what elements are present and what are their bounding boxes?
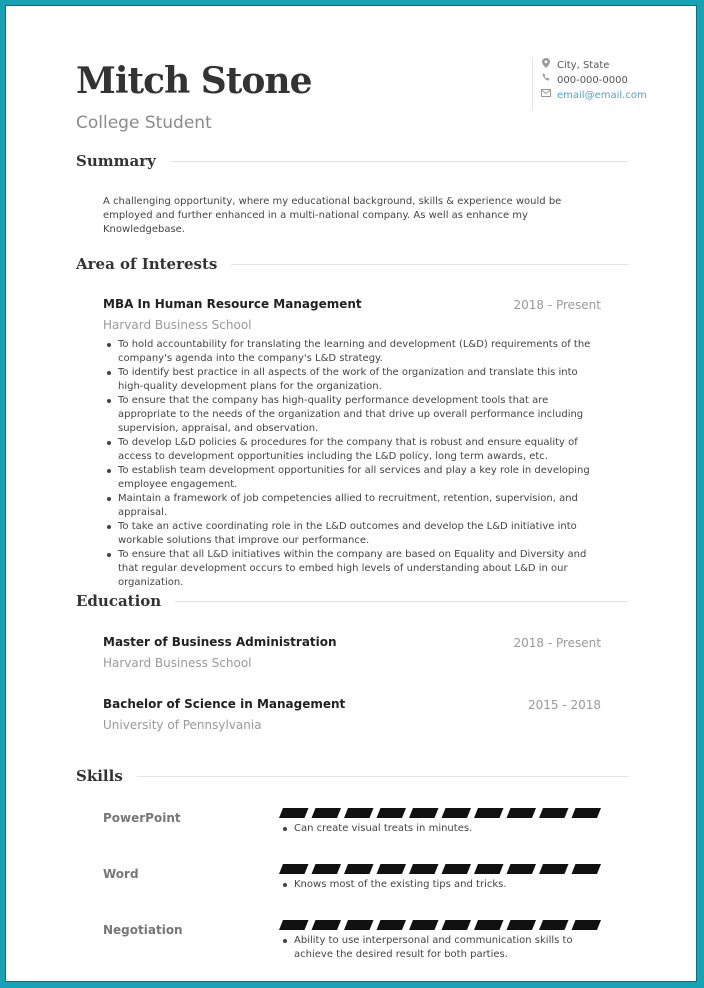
education-entry-title: Bachelor of Science in Management — [103, 697, 346, 711]
section-divider — [175, 601, 629, 602]
list-item: To establish team development opportunities for all services and play a key role in developing employee engagement. — [103, 464, 603, 492]
contact-block — [532, 58, 647, 110]
interests-section-header — [76, 255, 629, 273]
skill-bar-segment — [312, 808, 342, 818]
skill-name: Word — [103, 867, 139, 881]
candidate-name: Mitch Stone — [76, 60, 312, 102]
phone-icon — [541, 73, 551, 88]
location-text: City, State — [557, 60, 610, 71]
education-entry-org: Harvard Business School — [103, 656, 252, 670]
interest-entry-org: Harvard Business School — [103, 318, 252, 332]
skill-bar-segment — [442, 864, 472, 874]
list-item: Maintain a framework of job competencies allied to recruitment, retention, supervision, and appraisal. — [103, 492, 603, 520]
education-section-header — [76, 592, 629, 610]
skill-bar-segment — [312, 920, 342, 930]
map-pin-icon — [541, 58, 551, 74]
resume-page — [5, 5, 697, 982]
list-item: To identify best practice in all aspects of the work of the organization and translate this into high-quality development plans for the organization. — [103, 366, 603, 394]
skill-name: Negotiation — [103, 923, 183, 937]
skill-level-bar — [279, 808, 601, 818]
skill-bar-segment — [409, 920, 439, 930]
skill-bar-segment — [279, 864, 309, 874]
interest-entry-date: 2018 - Present — [513, 298, 601, 312]
skill-bar-segment — [572, 864, 602, 874]
envelope-icon — [541, 88, 551, 103]
skill-bar-segment — [279, 808, 309, 818]
education-entry-org: University of Pennsylvania — [103, 718, 262, 732]
list-item: To hold accountability for translating the learning and development (L&D) requirements of the company's agenda into the company's L&D strategy. — [103, 338, 603, 366]
section-divider — [137, 776, 629, 777]
list-item: To ensure that all L&D initiatives within the company are based on Equality and Diversity and that regular development occurs to embed high levels of understanding about L&D in our organization. — [103, 548, 603, 590]
summary-section-header — [76, 152, 629, 170]
skill-bar-segment — [344, 864, 374, 874]
phone-text: 000-000-0000 — [557, 75, 628, 86]
interest-bullets — [103, 338, 603, 590]
interest-entry-title: MBA In Human Resource Management — [103, 297, 362, 311]
skill-bar-segment — [539, 808, 569, 818]
skill-bar-segment — [474, 864, 504, 874]
skill-bar-segment — [507, 864, 537, 874]
skill-bar-segment — [279, 920, 309, 930]
skill-bar-segment — [344, 808, 374, 818]
skill-description — [279, 878, 609, 892]
candidate-title: College Student — [76, 113, 212, 133]
summary-heading: Summary — [76, 152, 156, 170]
skill-bar-segment — [409, 808, 439, 818]
skill-bar-segment — [409, 864, 439, 874]
skill-bar-segment — [377, 808, 407, 818]
summary-text: A challenging opportunity, where my educational background, skills & experience would be employed and further enhanced in a multi-national company. As well as enhance my Knowledgebase. — [103, 196, 562, 235]
section-divider — [170, 161, 629, 162]
skill-bar-segment — [507, 920, 537, 930]
contact-location — [541, 58, 647, 73]
skill-bar-segment — [344, 920, 374, 930]
list-item: To develop L&D policies & procedures for the company that is robust and ensure equality of access to development opportunities including the L&D policy, long term awards, etc. — [103, 436, 603, 464]
skill-description — [279, 822, 609, 836]
education-entry-date: 2015 - 2018 — [527, 698, 601, 712]
skill-bar-segment — [539, 864, 569, 874]
list-item: Knows most of the existing tips and tricks. — [279, 878, 609, 892]
skill-bar-segment — [539, 920, 569, 930]
education-entry-title: Master of Business Administration — [103, 635, 337, 649]
list-item: Ability to use interpersonal and communication skills to achieve the desired result for both parties. — [279, 934, 609, 962]
list-item: To ensure that the company has high-quality performance development tools that are appropriate to the needs of the organization and that drive up overall performance including supervision, appraisal, and observation. — [103, 394, 603, 436]
skill-bar-segment — [377, 920, 407, 930]
skills-section-header — [76, 767, 629, 785]
skills-heading: Skills — [76, 767, 123, 785]
education-heading: Education — [76, 592, 162, 610]
contact-email[interactable] — [541, 88, 647, 103]
list-item: Can create visual treats in minutes. — [279, 822, 609, 836]
skill-bar-segment — [474, 808, 504, 818]
skill-bar-segment — [474, 920, 504, 930]
education-entry-date: 2018 - Present — [513, 636, 601, 650]
skill-level-bar — [279, 864, 601, 874]
skill-bar-segment — [377, 864, 407, 874]
skill-bar-segment — [312, 864, 342, 874]
skill-name: PowerPoint — [103, 811, 181, 825]
section-divider — [231, 264, 629, 265]
contact-phone — [541, 73, 647, 88]
skill-bar-segment — [507, 808, 537, 818]
list-item: To take an active coordinating role in the L&D outcomes and develop the L&D initiative into workable solutions that improve our performance. — [103, 520, 603, 548]
skill-description — [279, 934, 609, 962]
skill-bar-segment — [572, 808, 602, 818]
email-link[interactable]: email@email.com — [557, 90, 647, 101]
skill-bar-segment — [442, 920, 472, 930]
skill-bar-segment — [442, 808, 472, 818]
skill-bar-segment — [572, 920, 602, 930]
skill-level-bar — [279, 920, 601, 930]
interests-heading: Area of Interests — [76, 255, 218, 273]
